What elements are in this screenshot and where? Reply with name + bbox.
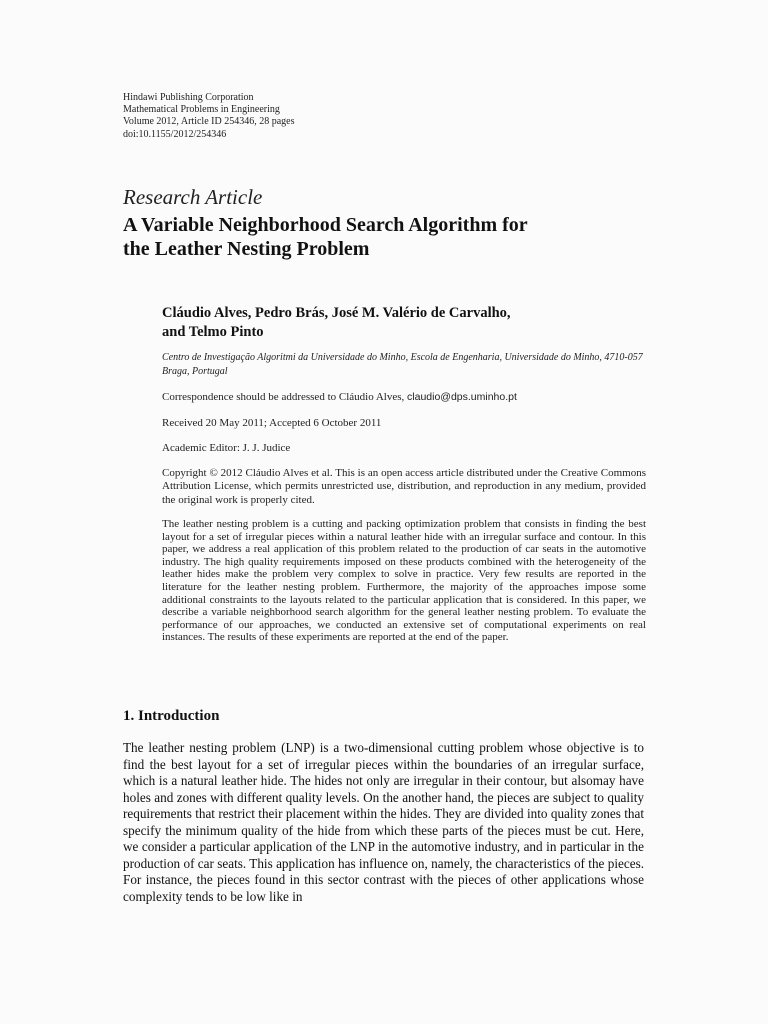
author-list bbox=[162, 304, 511, 342]
publisher-line: Hindawi Publishing Corporation bbox=[123, 92, 254, 103]
introduction-body: The leather nesting problem (LNP) is a two-dimensional cutting problem whose objective is to find the best layout for a set of irregular pieces within the boundaries of an irregular surface, which is a natural leather hide. The hides not only are irregular in their contour, but alsomay have holes and zones with different quality levels. On the another hand, the pieces are subject to quality requirements that restrict their placement within the hides. They are divided into quality zones that specify the minimum quality of the hide from which these parts of the pieces must be cut. Here, we consider a particular application of the LNP in the automotive industry, and in particular in the production of car seats. This application has influence on, namely, the characteristics of the pieces. For instance, the pieces found in this sector contrast with the pieces of other applications whose complexity tends to be low like in bbox=[123, 740, 644, 904]
journal-name-line: Mathematical Problems in Engineering bbox=[123, 104, 280, 116]
correspondence-text: Correspondence should be addressed to Cláudio Alves, bbox=[162, 391, 408, 403]
received-dates: Received 20 May 2011; Accepted 6 October 2011 bbox=[162, 417, 382, 429]
volume-line: Volume 2012, Article ID 254346, 28 pages bbox=[123, 116, 295, 128]
correspondence bbox=[162, 391, 517, 403]
journal-header bbox=[123, 92, 294, 141]
title-line-1: A Variable Neighborhood Search Algorithm for bbox=[123, 214, 528, 236]
abstract: The leather nesting problem is a cutting and packing optimization problem that consists in finding the best layout for a set of irregular pieces within a natural leather hide with an irregular surface and contour. In this paper, we address a real application of this problem related to the production of car seats in the automotive industry. The high quality requirements imposed on these products combined with the heterogeneity of the leather hides make the problem very complex to solve in practice. Very few results are reported in the literature for the leather nesting problem. Furthermore, the majority of the approaches impose some additional constraints to the layouts related to the particular application that is considered. In this paper, we describe a variable neighborhood search algorithm for the general leather nesting problem. To evaluate the performance of our approaches, we conducted an extensive set of computational experiments on real instances. The results of these experiments are reported at the end of the paper. bbox=[162, 518, 646, 644]
article-type-label: Research Article bbox=[123, 185, 263, 209]
authors-line-2: and Telmo Pinto bbox=[162, 324, 264, 340]
correspondence-email[interactable]: claudio@dps.uminho.pt bbox=[407, 391, 517, 403]
title-line-2: the Leather Nesting Problem bbox=[123, 238, 370, 260]
copyright-notice: Copyright © 2012 Cláudio Alves et al. This is an open access article distributed under the Creative Commons Attribution License, which permits unrestricted use, distribution, and reproduction in any medium, provided the original work is properly cited. bbox=[162, 467, 646, 506]
authors-line-1: Cláudio Alves, Pedro Brás, José M. Valério de Carvalho, bbox=[162, 305, 511, 321]
section-heading: 1. Introduction bbox=[123, 708, 220, 724]
doi-line: doi:10.1155/2012/254346 bbox=[123, 128, 227, 140]
paper-title bbox=[123, 213, 683, 261]
academic-editor: Academic Editor: J. J. Judice bbox=[162, 442, 291, 454]
affiliation: Centro de Investigação Algoritmi da Universidade do Minho, Escola de Engenharia, Universidade do Minho, 4710-057 Braga, Portugal bbox=[162, 352, 643, 377]
